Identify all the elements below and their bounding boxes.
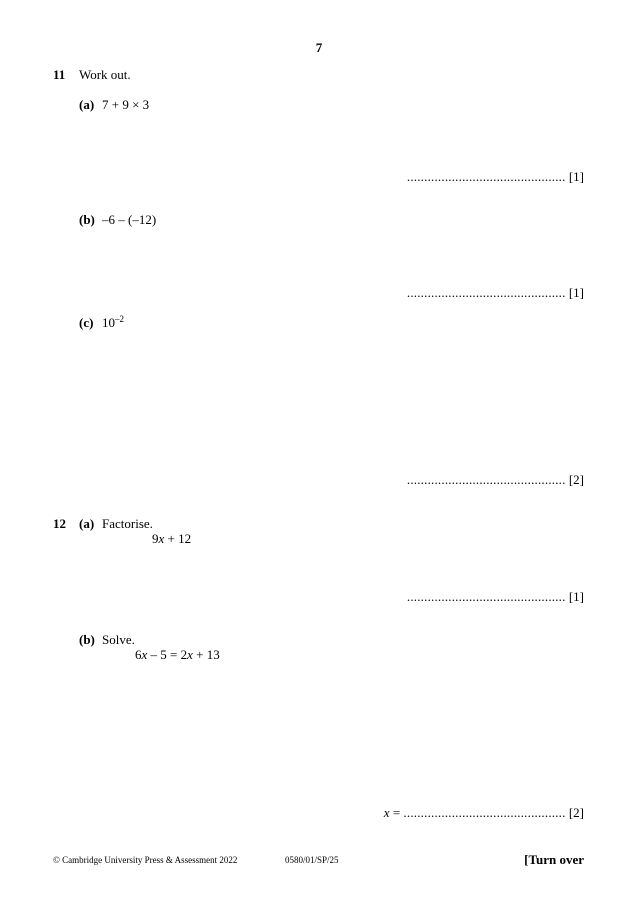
- eq-var: x: [187, 647, 193, 662]
- eq-part: 6: [135, 647, 142, 662]
- q11a-answer-line[interactable]: [407, 170, 584, 183]
- q12b-label: (b): [79, 632, 95, 647]
- q11b-expression: –6 – (–12): [102, 212, 157, 227]
- q11b-answer-line[interactable]: [407, 286, 584, 299]
- q11b-label: (b): [79, 212, 95, 227]
- q12a-var: x: [158, 531, 165, 546]
- eq-var: x: [141, 647, 148, 662]
- eq-part: – 5 = 2: [147, 647, 188, 662]
- page-number: 7: [315, 40, 323, 55]
- q11c-label: (c): [79, 315, 94, 330]
- answer-dots: ...............................................: [403, 805, 566, 820]
- answer-dots: ..............................................: [406, 589, 566, 604]
- q11a-label: (a): [79, 97, 95, 112]
- q12a-expression: [152, 532, 191, 545]
- q11c-base: 10: [102, 315, 115, 330]
- q11a-marks: [1]: [568, 169, 584, 184]
- q11b-marks: [1]: [568, 285, 584, 300]
- q11c-answer-line[interactable]: [407, 473, 584, 486]
- q12b-marks: [2]: [568, 805, 584, 820]
- q11c-expression: [102, 316, 124, 329]
- question-11-number: 11: [53, 67, 66, 82]
- q12b-answer-line[interactable]: [384, 806, 584, 819]
- q12a-instruction: Factorise.: [102, 516, 153, 531]
- q12a-coef: 9: [152, 531, 159, 546]
- footer-turn-over: [Turn over: [524, 852, 584, 867]
- question-11-stem: Work out.: [79, 67, 131, 82]
- answer-dots: ..............................................: [406, 169, 566, 184]
- q12a-label: (a): [79, 516, 95, 531]
- q12b-answer-eq: =: [389, 805, 404, 820]
- q12b-answer-var: x: [383, 805, 390, 820]
- q12a-marks: [1]: [568, 589, 584, 604]
- question-12-number: 12: [53, 516, 66, 531]
- answer-dots: ..............................................: [406, 285, 566, 300]
- q11c-marks: [2]: [568, 472, 584, 487]
- answer-dots: ..............................................: [406, 472, 566, 487]
- q11c-exponent: –2: [115, 314, 124, 324]
- eq-part: + 13: [192, 647, 220, 662]
- q12b-equation: [135, 648, 220, 661]
- footer-copyright: © Cambridge University Press & Assessment 2022: [53, 855, 238, 865]
- q12b-instruction: Solve.: [102, 632, 135, 647]
- footer-code: 0580/01/SP/25: [285, 855, 339, 865]
- q12a-rest: + 12: [164, 531, 192, 546]
- q12a-answer-line[interactable]: [407, 590, 584, 603]
- q11a-expression: 7 + 9 × 3: [102, 97, 150, 112]
